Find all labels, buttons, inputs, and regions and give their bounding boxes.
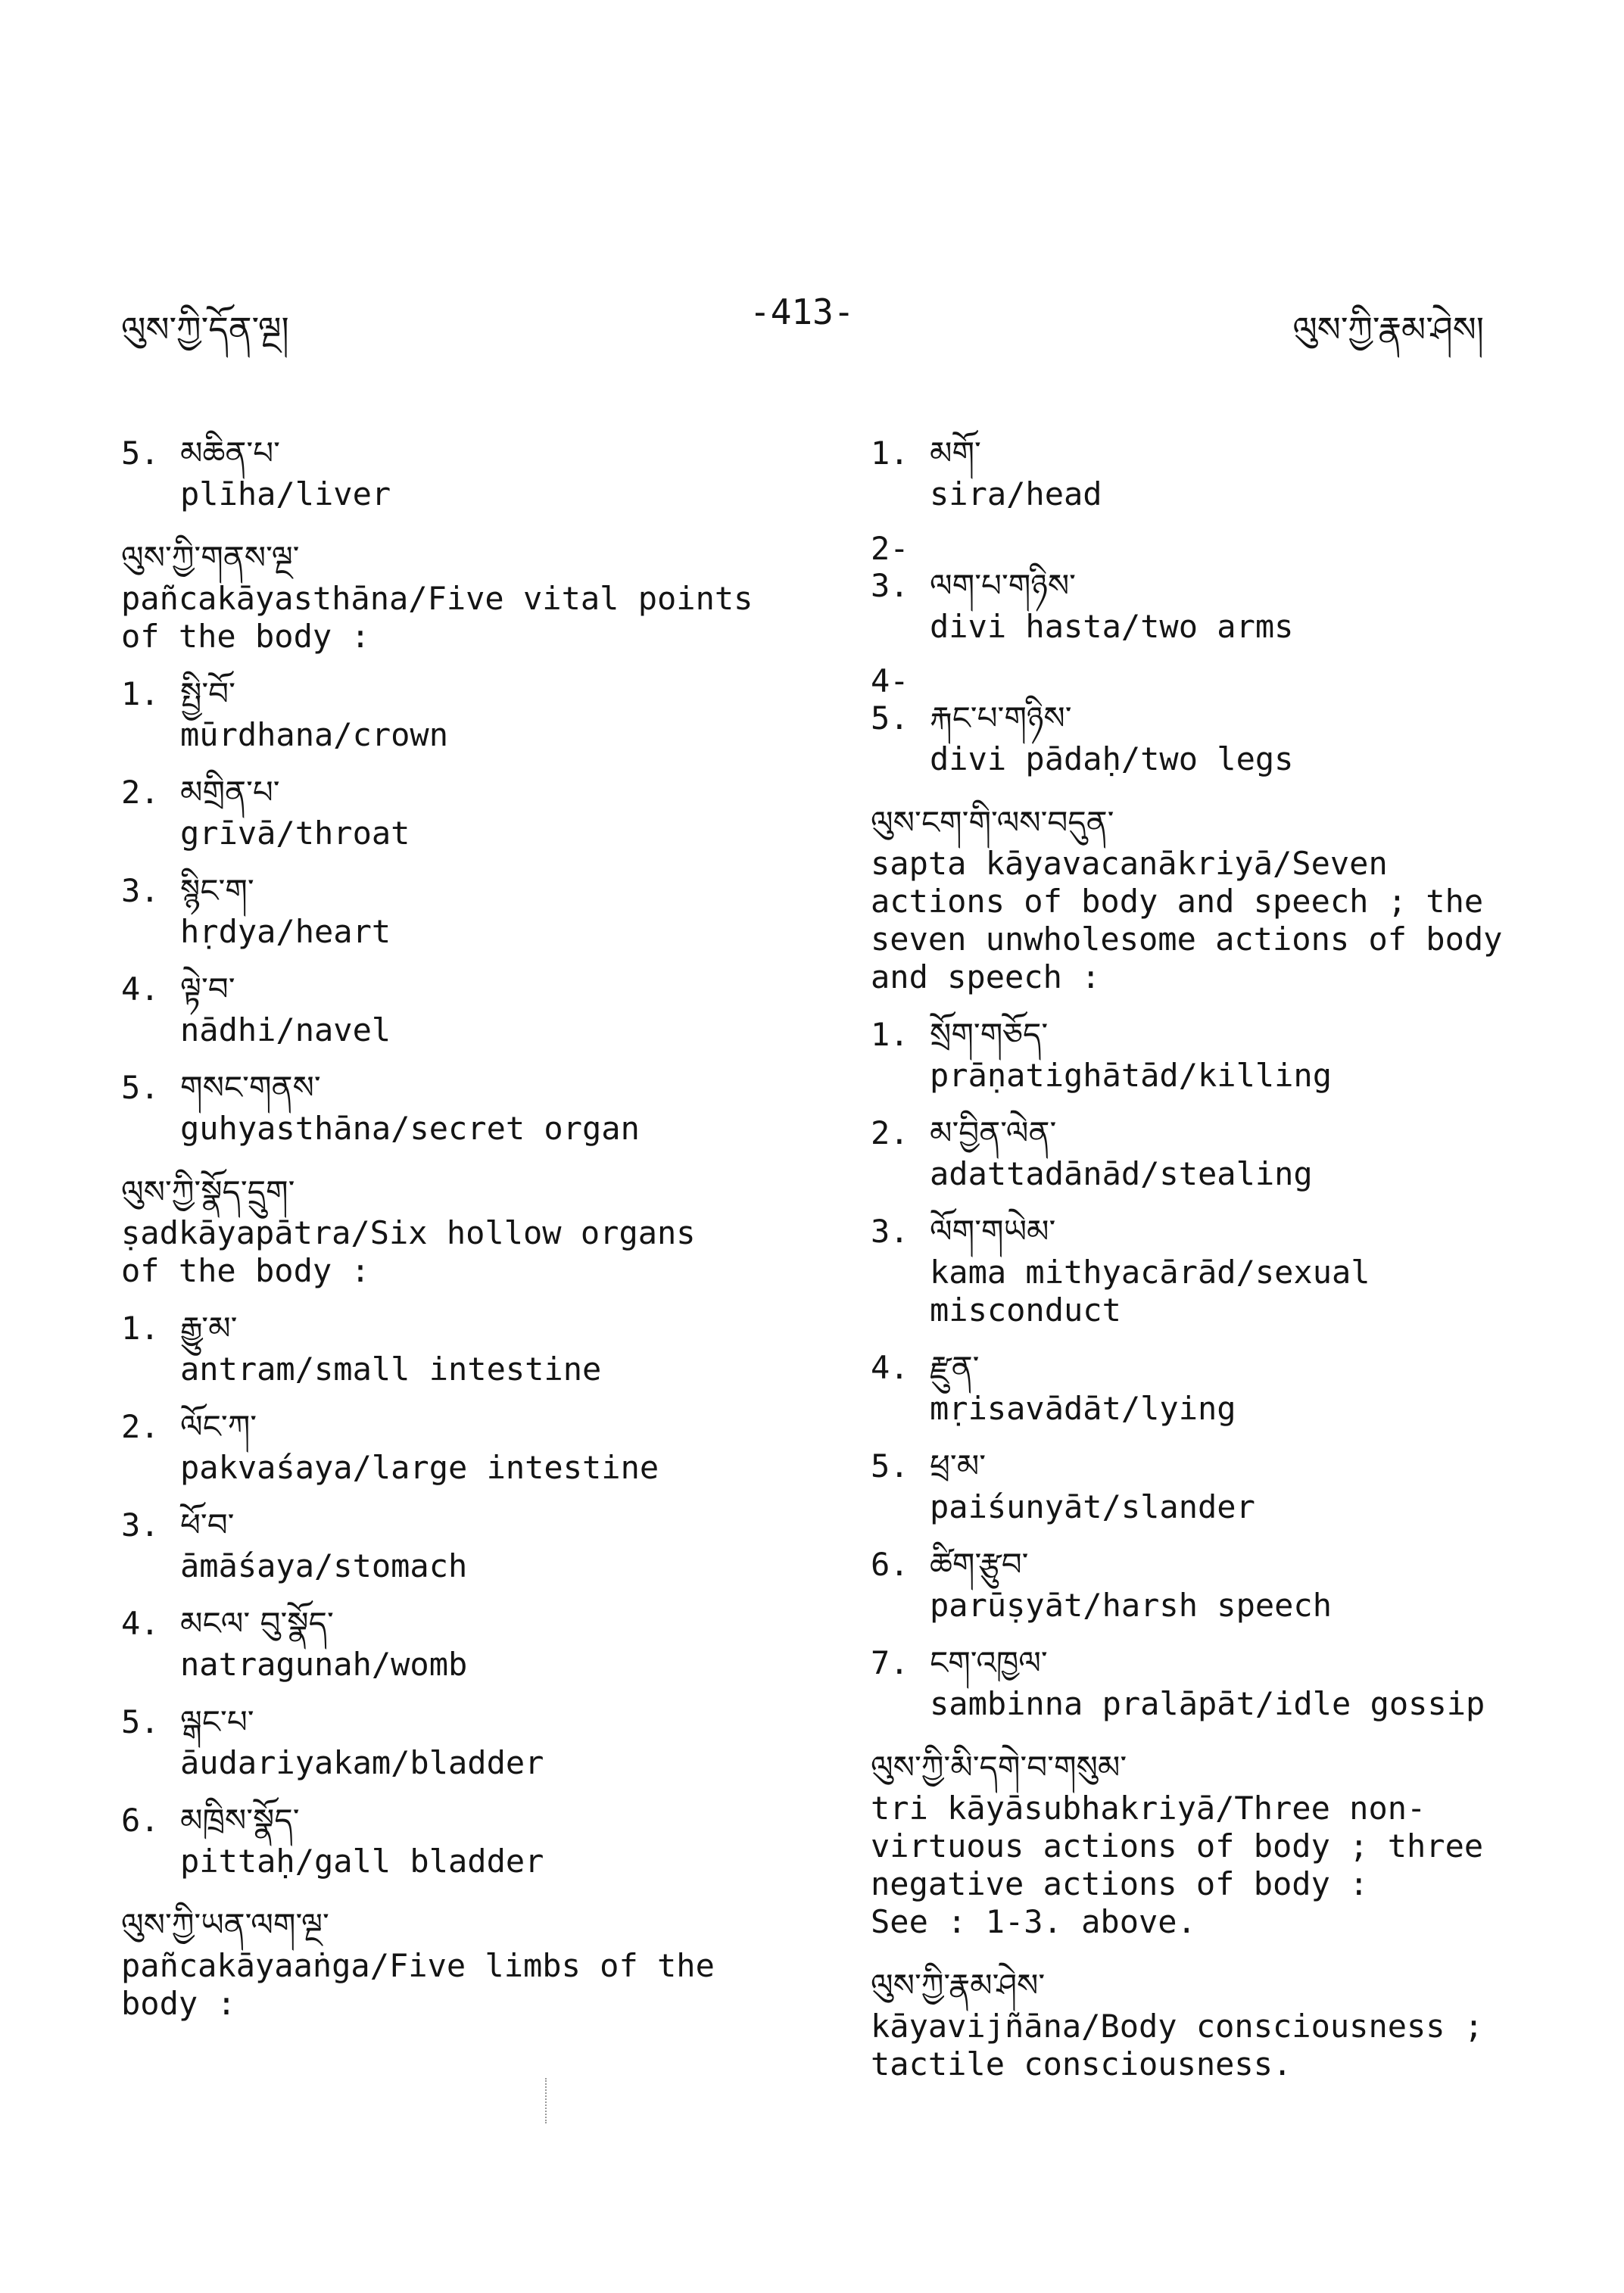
- item-tibetan-term: ལོང་ཀ་: [180, 1408, 257, 1445]
- item-translation: guhyasthāna/secret organ: [180, 1110, 640, 1147]
- section-tibetan-term: ལུས་ཀྱི་ཡན་ལག་ལྔ་: [121, 1906, 329, 1943]
- left-column: [121, 431, 803, 2039]
- item-number: 1.: [121, 675, 160, 712]
- list-item: [871, 1346, 1522, 1428]
- item-head: [121, 967, 803, 1011]
- item-translation: adattadānād/stealing: [930, 1155, 1313, 1192]
- item-number: 4.: [121, 970, 160, 1008]
- list-item: [871, 662, 1522, 778]
- item-head: [121, 1307, 803, 1351]
- section-entry: [871, 801, 1522, 996]
- item-translation: antram/small intestine: [180, 1351, 602, 1388]
- item-tibetan-term: རྫུན་: [930, 1349, 980, 1386]
- section-tibetan-term: ལུས་ཀྱི་རྣམ་ཤེས་: [871, 1967, 1046, 2004]
- item-translation: paiśunyāt/slander: [930, 1488, 1255, 1525]
- item-translation: kama mithyacārād/sexual misconduct: [930, 1254, 1370, 1329]
- list-item: [871, 1444, 1522, 1526]
- item-translation: plīha/liver: [180, 475, 391, 512]
- item-translation: mṛisavādāt/lying: [930, 1390, 1236, 1427]
- section-description: tri kāyāsubhakriyā/Three non- virtuous actions of body ; three negative actions of body : See : 1-3. above.: [871, 1790, 1484, 1940]
- item-tibetan-term: གསང་གནས་: [180, 1069, 321, 1106]
- section-tibetan-term: ལུས་ངག་གི་ལས་བདུན་: [871, 804, 1114, 841]
- item-translation: natragunah/womb: [180, 1646, 468, 1683]
- item-number: 2-3.: [871, 530, 909, 604]
- item-tibetan-term: མགྲིན་པ་: [180, 774, 280, 811]
- item-tibetan-term: མཆིན་པ་: [180, 435, 280, 472]
- section-entry: [871, 1964, 1522, 2083]
- item-translation: hṛdya/heart: [180, 913, 391, 950]
- item-tibetan-term: ལྟེ་བ་: [180, 970, 235, 1008]
- item-head: [871, 1111, 1522, 1155]
- item-head: [121, 1700, 803, 1744]
- list-item: [121, 1503, 803, 1585]
- right-column: [871, 431, 1522, 2100]
- item-translation: mūrdhana/crown: [180, 716, 449, 753]
- item-number: 1.: [121, 1310, 160, 1347]
- item-head: [121, 672, 803, 716]
- list-item: [121, 1700, 803, 1782]
- item-number: 4-5.: [871, 662, 909, 737]
- item-head: [871, 1346, 1522, 1390]
- list-item: [871, 1111, 1522, 1193]
- item-head: [871, 1444, 1522, 1488]
- item-translation: sira/head: [930, 475, 1102, 512]
- item-number: 2.: [121, 774, 160, 811]
- list-item: [871, 1641, 1522, 1723]
- item-head: [121, 1066, 803, 1110]
- item-tibetan-term: རྒྱུ་མ་: [180, 1310, 238, 1347]
- section-tibetan-term: ལུས་ཀྱི་སྣོད་དྲུག་: [121, 1173, 295, 1210]
- page-number: -413-: [750, 291, 855, 332]
- item-head: [871, 530, 1522, 608]
- section-entry: [121, 536, 803, 656]
- item-head: [121, 869, 803, 913]
- item-translation: parūṣyāt/harsh speech: [930, 1587, 1333, 1624]
- list-item: [121, 869, 803, 951]
- header-right-title: ལུས་ཀྱི་རྣམ་ཤེས།: [1292, 309, 1484, 350]
- item-number: 5.: [121, 1069, 160, 1106]
- item-tibetan-term: སྤྱི་བོ་: [180, 675, 235, 712]
- list-item: [871, 1210, 1522, 1329]
- scan-mark: [545, 2078, 548, 2123]
- item-tibetan-term: ལག་པ་གཉིས་: [930, 567, 1076, 604]
- list-item: [871, 1543, 1522, 1625]
- section-tibetan-term: ལུས་ཀྱི་གནས་ལྔ་: [121, 539, 300, 576]
- item-translation: sambinna pralāpāt/idle gossip: [930, 1685, 1485, 1722]
- list-item: [121, 1405, 803, 1487]
- item-tibetan-term: ཕྲ་མ་: [930, 1447, 987, 1485]
- item-translation: nādhi/navel: [180, 1011, 391, 1048]
- item-head: [121, 1503, 803, 1547]
- item-number: 5.: [121, 1703, 160, 1740]
- section-entry: [871, 1746, 1522, 1941]
- item-translation: pittaḥ/gall bladder: [180, 1843, 544, 1880]
- header-left-title: ལུས་ཀྱི་དོན་ལྔ།: [121, 309, 289, 350]
- list-item: [121, 1799, 803, 1880]
- list-item: [121, 431, 803, 513]
- item-tibetan-term: ངག་འཁྱལ་: [930, 1644, 1048, 1681]
- list-item: [121, 1066, 803, 1148]
- item-head: [871, 1543, 1522, 1587]
- item-translation: grīvā/throat: [180, 815, 410, 852]
- item-tibetan-term: མགོ་: [930, 435, 981, 472]
- item-tibetan-term: ལྒང་པ་: [180, 1703, 254, 1740]
- item-tibetan-term: སྙིང་ག་: [180, 872, 254, 909]
- item-number: 3.: [121, 872, 160, 909]
- item-number: 2.: [121, 1408, 160, 1445]
- list-item: [121, 771, 803, 852]
- item-translation: prāṇatighātād/killing: [930, 1057, 1333, 1094]
- item-head: [871, 1641, 1522, 1685]
- section-entry: [121, 1170, 803, 1290]
- item-number: 3.: [121, 1506, 160, 1544]
- item-translation: divi pādaḥ/two legs: [930, 740, 1294, 777]
- item-tibetan-term: སྲོག་གཅོད་: [930, 1016, 1049, 1053]
- item-translation: divi hasta/two arms: [930, 608, 1294, 645]
- item-head: [121, 431, 803, 475]
- section-tibetan-term: ལུས་ཀྱི་མི་དགེ་བ་གསུམ་: [871, 1749, 1127, 1786]
- item-translation: āudariyakam/bladder: [180, 1744, 544, 1781]
- list-item: [871, 1013, 1522, 1095]
- list-item: [871, 431, 1522, 513]
- list-item: [121, 967, 803, 1049]
- item-head: [121, 1405, 803, 1449]
- item-number: 4.: [871, 1349, 909, 1386]
- section-entry: [121, 1903, 803, 2023]
- section-description: kāyavijñāna/Body consciousness ; tactile consciousness.: [871, 2008, 1484, 2083]
- list-item: [121, 1307, 803, 1388]
- item-head: [871, 662, 1522, 740]
- item-head: [871, 1210, 1522, 1254]
- item-tibetan-term: མངལ་ བུ་སྣོད་: [180, 1605, 334, 1642]
- item-tibetan-term: མ་བྱིན་ལེན་: [930, 1114, 1057, 1151]
- item-tibetan-term: ཚིག་རྩུབ་: [930, 1546, 1029, 1583]
- item-number: 1.: [871, 1016, 909, 1053]
- list-item: [121, 672, 803, 754]
- item-tibetan-term: མཁྲིས་སྣོད་: [180, 1802, 300, 1839]
- section-description: pañcakāyaaṅga/Five limbs of the body :: [121, 1947, 715, 2022]
- section-description: pañcakāyasthāna/Five vital points of the body :: [121, 580, 753, 655]
- list-item: [871, 530, 1522, 646]
- item-number: 2.: [871, 1114, 909, 1151]
- list-item: [121, 1602, 803, 1684]
- item-number: 7.: [871, 1644, 909, 1681]
- item-translation: pakvaśaya/large intestine: [180, 1449, 659, 1486]
- item-head: [121, 771, 803, 815]
- item-head: [871, 431, 1522, 475]
- item-number: 4.: [121, 1605, 160, 1642]
- item-number: 3.: [871, 1213, 909, 1250]
- item-tibetan-term: རྐང་པ་གཉིས་: [930, 699, 1072, 737]
- item-head: [871, 1013, 1522, 1057]
- section-description: ṣadkāyapātra/Six hollow organs of the body :: [121, 1214, 696, 1289]
- item-tibetan-term: ལོག་གཡེམ་: [930, 1213, 1056, 1250]
- item-head: [121, 1602, 803, 1646]
- item-head: [121, 1799, 803, 1843]
- item-number: 1.: [871, 435, 909, 472]
- item-number: 6.: [871, 1546, 909, 1583]
- item-tibetan-term: ཕོ་བ་: [180, 1506, 235, 1544]
- item-translation: āmāśaya/stomach: [180, 1547, 468, 1584]
- item-number: 5.: [121, 435, 160, 472]
- item-number: 5.: [871, 1447, 909, 1485]
- item-number: 6.: [121, 1802, 160, 1839]
- section-description: sapta kāyavacanākriyā/Seven actions of body and speech ; the seven unwholesome actions of body and speech :: [871, 845, 1503, 995]
